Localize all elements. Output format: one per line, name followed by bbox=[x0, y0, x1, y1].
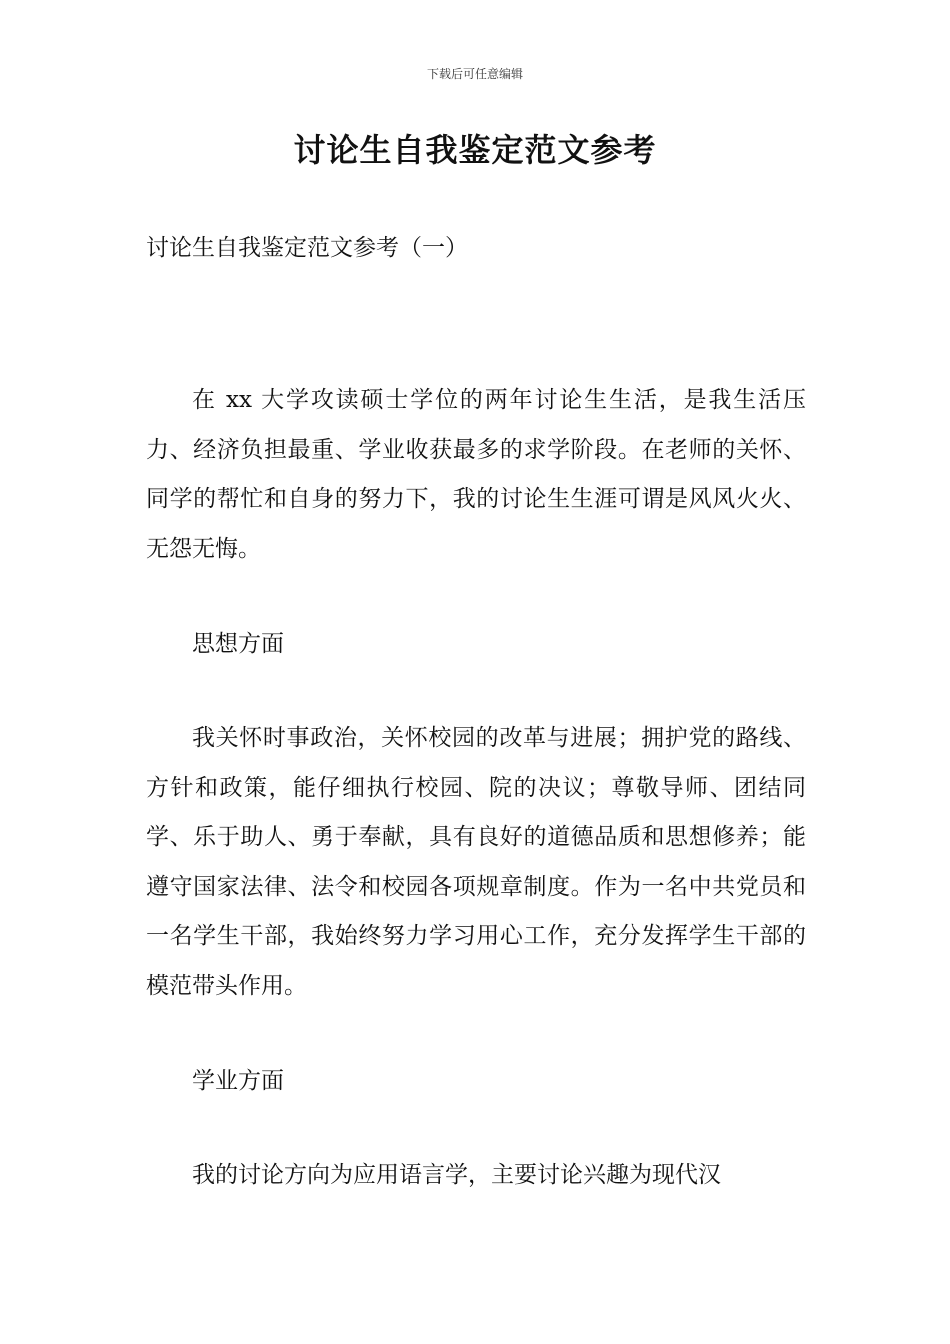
section-heading-study: 学业方面 bbox=[192, 1068, 284, 1094]
paragraph-spacer bbox=[146, 574, 806, 622]
header-note: 下载后可任意编辑 bbox=[426, 67, 523, 81]
study-paragraph: 我的讨论方向为应用语言学，主要讨论兴趣为现代汉 bbox=[192, 1162, 721, 1188]
paragraph-spacer bbox=[146, 1011, 806, 1059]
section-heading-thought: 思想方面 bbox=[192, 631, 284, 657]
document-body bbox=[146, 226, 806, 1201]
document-subtitle: 讨论生自我鉴定范文参考（一） bbox=[146, 235, 468, 261]
document-title: 讨论生自我鉴定范文参考 bbox=[293, 131, 657, 169]
paragraph-spacer bbox=[146, 1103, 806, 1151]
intro-paragraph: 在 xx 大学攻读硕士学位的两年讨论生生活，是我生活压力、经济负担最重、学业收获最多的求学阶段。在老师的关怀、同学的帮忙和自身的努力下，我的讨论生生涯可谓是风风火火、无怨无悔。 bbox=[146, 387, 806, 562]
paragraph-spacer bbox=[146, 666, 806, 714]
thought-paragraph: 我关怀时事政治，关怀校园的改革与进展；拥护党的路线、方针和政策，能仔细执行校园、院的决议；尊敬导师、团结同学、乐于助人、勇于奉献，具有良好的道德品质和思想修养；能遵守国家法律、法令和校园各项规章制度。作为一名中共党员和一名学生干部，我始终努力学习用心工作，充分发挥学生干部的模范带头作用。 bbox=[146, 725, 806, 999]
